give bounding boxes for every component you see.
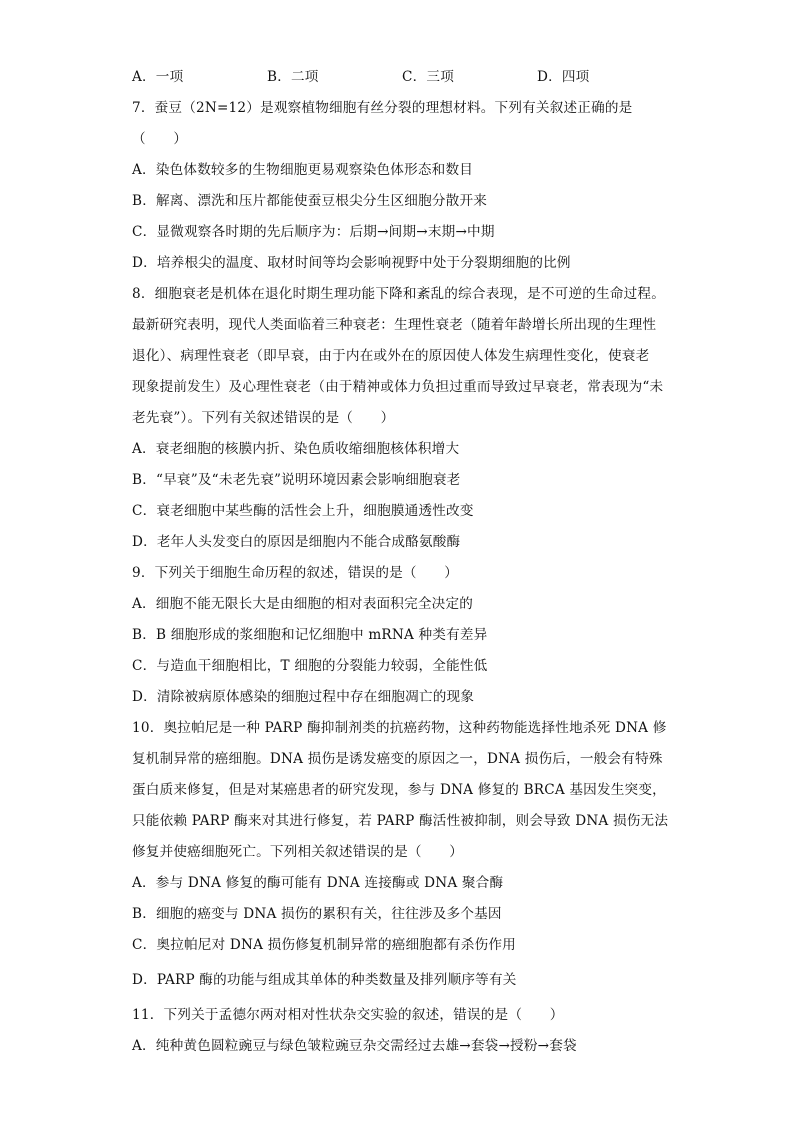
q9-option-b: B．B 细胞形成的浆细胞和记忆细胞中 mRNA 种类有差异 [132, 627, 488, 643]
q7-option-c: C．显微观察各时期的先后顺序为：后期→间期→末期→中期 [132, 224, 495, 240]
q11-stem-line-1: 11．下列关于孟德尔两对相对性状杂交实验的叙述，错误的是（ ） [132, 1007, 564, 1023]
question-10 [132, 713, 672, 996]
exam-page [132, 62, 672, 1062]
q9-option-a: A．细胞不能无限长大是由细胞的相对表面积完全决定的 [132, 596, 474, 612]
question-7 [132, 93, 672, 279]
q8-option-a: A．衰老细胞的核膜内折、染色质收缩细胞核体积增大 [132, 441, 460, 457]
q10-stem-line-3: 蛋白质来修复，但是对某癌患者的研究发现，参与 DNA 修复的 BRCA 基因发生突变， [132, 782, 666, 798]
q9-option-d: D．清除被病原体感染的细胞过程中存在细胞凋亡的现象 [132, 689, 475, 705]
q6-option-b: B．二项 [267, 69, 319, 85]
q9-option-c: C．与造血干细胞相比，T 细胞的分裂能力较弱，全能性低 [132, 658, 488, 674]
q6-option-d: D．四项 [537, 69, 590, 85]
q10-stem-line-5: 修复并使癌细胞死亡。下列相关叙述错误的是（ ） [132, 844, 464, 860]
q10-stem-line-4: 只能依赖 PARP 酶来对其进行修复，若 PARP 酶活性被抑制，则会导致 DNA 损伤无法 [132, 813, 669, 829]
q8-stem-line-3: 退化）、病理性衰老（即早衰，由于内在或外在的原因使人体发生病理性变化，使衰老 [132, 348, 650, 364]
question-8 [132, 279, 672, 558]
question-9 [132, 558, 672, 713]
q7-option-b: B．解离、漂洗和压片都能使蚕豆根尖分生区细胞分散开来 [132, 193, 488, 209]
q6-option-c: C．三项 [402, 69, 454, 85]
q8-option-d: D．老年人头发变白的原因是细胞内不能合成酪氨酸酶 [132, 534, 461, 550]
q10-option-b: B．细胞的癌变与 DNA 损伤的累积有关，往往涉及多个基因 [132, 906, 502, 922]
q10-option-c: C．奥拉帕尼对 DNA 损伤修复机制异常的癌细胞都有杀伤作用 [132, 937, 516, 953]
q7-option-d: D．培养根尖的温度、取材时间等均会影响视野中处于分裂期细胞的比例 [132, 255, 571, 271]
q10-stem-line-1: 10．奥拉帕尼是一种 PARP 酶抑制剂类的抗癌药物，这种药物能选择性地杀死 DNA 修 [132, 720, 667, 736]
q7-stem-line-2: （ ） [132, 131, 188, 147]
q8-option-c: C．衰老细胞中某些酶的活性会上升，细胞膜通透性改变 [132, 503, 474, 519]
q10-stem-line-2: 复机制异常的癌细胞。DNA 损伤是诱发癌变的原因之一，DNA 损伤后，一般会有特殊 [132, 751, 663, 767]
q6-options [132, 62, 672, 93]
q10-option-d: D．PARP 酶的功能与组成其单体的种类数量及排列顺序等有关 [132, 972, 517, 988]
q8-stem-line-4: 现象提前发生）及心理性衰老（由于精神或体力负担过重而导致过早衰老，常表现为“未 [132, 379, 664, 395]
q6-option-a: A．一项 [132, 69, 184, 85]
q9-stem-line-1: 9．下列关于细胞生命历程的叙述，错误的是（ ） [132, 565, 459, 581]
q8-stem-line-1: 8．细胞衰老是机体在退化时期生理功能下降和紊乱的综合表现，是不可逆的生命过程。 [132, 286, 666, 302]
question-11 [132, 1000, 672, 1062]
q7-stem-line-1: 7．蚕豆（2N=12）是观察植物细胞有丝分裂的理想材料。下列有关叙述正确的是 [132, 100, 633, 116]
q10-option-a: A．参与 DNA 修复的酶可能有 DNA 连接酶或 DNA 聚合酶 [132, 875, 504, 891]
q11-option-a: A．纯种黄色圆粒豌豆与绿色皱粒豌豆杂交需经过去雄→套袋→授粉→套袋 [132, 1038, 577, 1054]
q8-stem-line-2: 最新研究表明，现代人类面临着三种衰老：生理性衰老（随着年龄增长所出现的生理性 [132, 317, 657, 333]
q7-option-a: A．染色体数较多的生物细胞更易观察染色体形态和数目 [132, 162, 474, 178]
q8-option-b: B．“早衰”及“未老先衰”说明环境因素会影响细胞衰老 [132, 472, 461, 488]
q8-stem-line-5: 老先衰”）。下列有关叙述错误的是（ ） [132, 410, 395, 426]
